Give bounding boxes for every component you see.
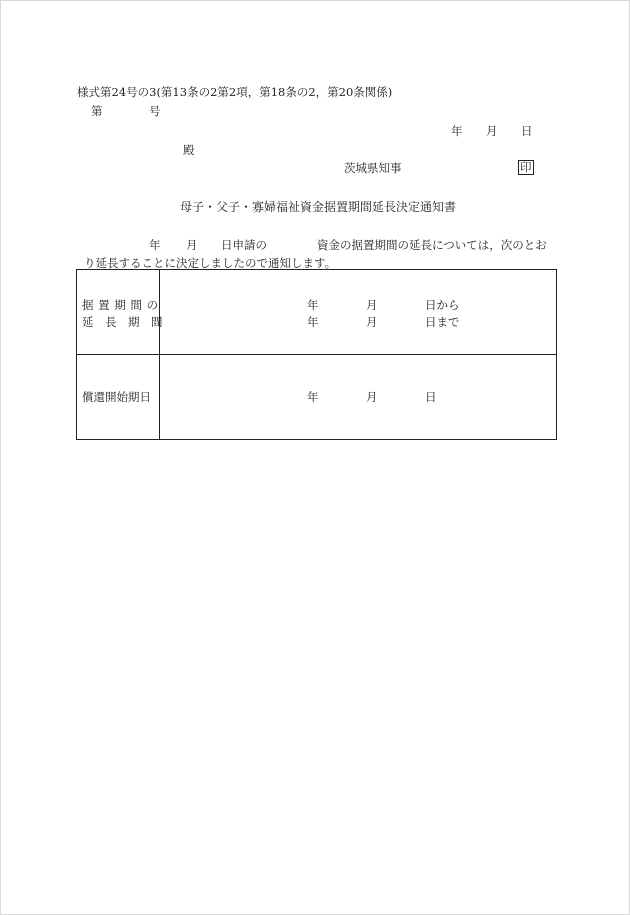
extension-period-label-line1: 据 置 期 間 の [82, 298, 159, 312]
body-application-day: 日申請の [221, 238, 267, 252]
repayment-start-value-cell [160, 355, 557, 440]
to-day: 日まで [425, 315, 460, 329]
extension-table [76, 269, 557, 440]
extension-period-row [77, 270, 557, 355]
to-year: 年 [307, 315, 319, 329]
to-month: 月 [366, 315, 378, 329]
from-year: 年 [307, 298, 319, 312]
extension-period-label-cell [77, 270, 163, 355]
repayment-start-label: 償還開始期日 [82, 390, 151, 404]
extension-period-label-line2: 延 長 期 間 [82, 315, 163, 329]
body-fund-clause: 資金の据置期間の延長については，次のとお [317, 238, 547, 252]
repayment-start-label-cell [77, 355, 160, 440]
body-year: 年 [149, 238, 161, 252]
body-month: 月 [186, 238, 198, 252]
doc-number-prefix: 第 [91, 104, 103, 118]
repayment-start-row [77, 355, 557, 440]
body-line-2: り延長することに決定しましたので通知します。 [84, 256, 337, 270]
date-month: 月 [486, 124, 498, 138]
date-year: 年 [451, 124, 463, 138]
form-number: 様式第24号の3(第13条の2第2項，第18条の2，第20条関係) [77, 85, 393, 99]
issuer-name: 茨城県知事 [344, 161, 402, 175]
repayment-year: 年 [307, 390, 319, 404]
doc-number-suffix: 号 [149, 104, 161, 118]
from-month: 月 [366, 298, 378, 312]
extension-period-value-cell [160, 270, 557, 355]
from-day: 日から [425, 298, 460, 312]
repayment-month: 月 [366, 390, 378, 404]
addressee-honorific: 殿 [183, 143, 195, 157]
seal-mark: 印 [520, 160, 532, 174]
document-title: 母子・父子・寡婦福祉資金据置期間延長決定通知書 [180, 200, 457, 214]
date-day: 日 [521, 124, 533, 138]
repayment-day: 日 [425, 390, 437, 404]
